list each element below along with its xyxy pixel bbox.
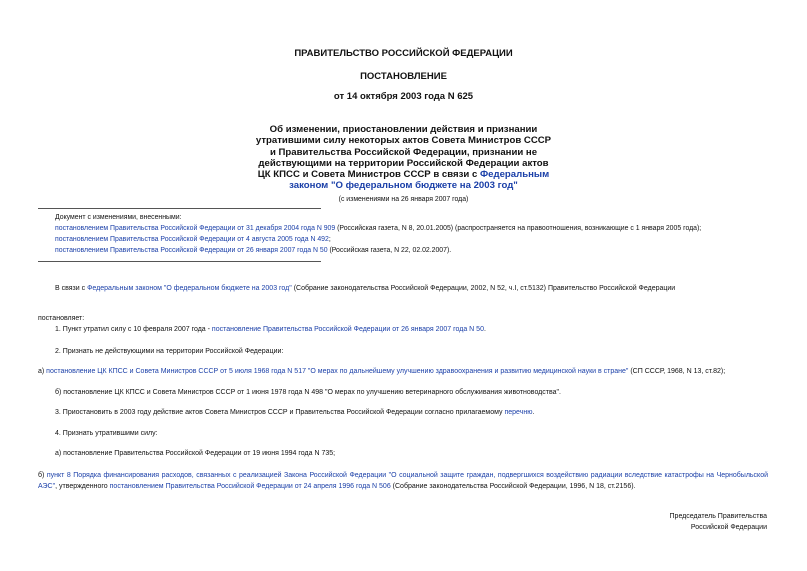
resolution-50-link[interactable]: постановление Правительства Российской Федерации от 26 января 2007 года N 50 <box>211 326 484 333</box>
point-2: 2. Признать не действующими на территории Российской Федерации: <box>55 348 284 355</box>
document-type: ПОСТАНОВЛЕНИЕ <box>360 71 447 82</box>
divider <box>38 261 321 262</box>
amendment-item <box>55 224 701 233</box>
amendment-link[interactable]: постановлением Правительства Российской Федерации от 31 декабря 2004 года N 909 <box>55 225 336 232</box>
amendment-text: (Российская газета, N 22, 02.02.2007). <box>327 247 452 254</box>
federal-law-title-link[interactable]: Федеральным <box>479 169 550 181</box>
point-2b: б) постановление ЦК КПСС и Совета Министров СССР от 1 июня 1978 года N 498 "О мерах по улучшению ветеринарного обслуживания животноводства". <box>55 389 561 396</box>
funding-procedure-link[interactable]: пункт 8 Порядка финансирования расходов, связанных с реализацией Закона Российской Федерации "О социальной защите граждан, подвергшихся воздействию радиации вследствие катастрофы на Чернобыльской АЭС" <box>38 472 768 490</box>
point-text: (СП СССР, 1968, N 13, ст.82); <box>628 368 726 375</box>
amendment-text: (Российская газета, N 8, 20.01.2005) (распространяется на правоотношения, возникающие с 1 января 2005 года); <box>335 225 702 232</box>
revision-note: (с изменениями на 26 января 2007 года) <box>338 196 469 203</box>
title-line: утратившими силу некоторых актов Совета Министров СССР <box>255 135 552 147</box>
resolution-517-link[interactable]: постановление ЦК КПСС и Совета Министров СССР от 5 июля 1968 года N 517 "О мерах по дальнейшему улучшению здравоохранения и развитию медицинской науки в стране" <box>46 368 629 375</box>
title-line: Об изменении, приостановлении действия и признании <box>269 124 538 135</box>
point-text: б) <box>38 472 47 479</box>
point-text: (Собрание законодательства Российской Федерации, 1996, N 18, ст.2156). <box>390 483 636 490</box>
point-text: а) <box>38 368 47 375</box>
point-3 <box>55 409 534 416</box>
government-heading: ПРАВИТЕЛЬСТВО РОССИЙСКОЙ ФЕДЕРАЦИИ <box>294 48 513 59</box>
title-line <box>0 169 807 180</box>
amendment-text: ; <box>328 236 331 243</box>
preamble <box>55 285 675 292</box>
federal-law-link[interactable]: Федеральным законом "О федеральном бюджете на 2003 год" <box>87 285 292 292</box>
title-text: ЦК КПСС и Совета Министров СССР в связи с <box>257 169 480 181</box>
title-line: и Правительства Российской Федерации, признании не <box>269 146 538 158</box>
point-4b <box>38 470 768 492</box>
point-4a: а) постановление Правительства Российской Федерации от 19 июня 1994 года N 735; <box>55 450 336 457</box>
point-text: . <box>532 409 535 416</box>
point-text: . <box>483 326 486 333</box>
title-line <box>0 180 807 191</box>
point-text: 3. Приостановить в 2003 году действие актов Совета Министров СССР и Правительства Российской Федерации согласно прилагаемому <box>55 409 505 416</box>
decides-word: постановляет: <box>38 315 85 322</box>
signature-title: Российской Федерации <box>690 524 767 531</box>
amendment-item <box>55 235 331 244</box>
document-title <box>0 124 807 192</box>
title-line: действующими на территории Российской Федерации актов <box>258 157 549 169</box>
point-2a <box>38 368 725 375</box>
amendment-link[interactable]: постановлением Правительства Российской Федерации от 4 августа 2005 года N 492 <box>55 236 329 243</box>
point-1 <box>55 326 486 333</box>
divider <box>38 208 321 209</box>
amendment-link[interactable]: постановлением Правительства Российской Федерации от 26 января 2007 года N 50 <box>55 247 328 254</box>
amendments-intro: Документ с изменениями, внесенными: <box>55 214 182 221</box>
document-date-number: от 14 октября 2003 года N 625 <box>333 91 474 102</box>
point-text: 1. Пункт утратил силу с 10 февраля 2007 года - <box>55 326 212 333</box>
amendment-item <box>55 246 451 255</box>
signature-title: Председатель Правительства <box>669 513 767 520</box>
preamble-text: (Собрание законодательства Российской Федерации, 2002, N 52, ч.I, ст.5132) Правительство Российской Федерации <box>291 285 676 292</box>
preamble-text: В связи с <box>55 285 88 292</box>
signature-block <box>670 511 767 533</box>
annex-list-link[interactable]: перечню <box>504 409 533 416</box>
point-4: 4. Признать утратившими силу: <box>55 430 158 437</box>
resolution-506-link[interactable]: постановлением Правительства Российской Федерации от 24 апреля 1996 года N 506 <box>109 483 391 490</box>
federal-law-title-link-cont[interactable]: законом "О федеральном бюджете на 2003 год" <box>289 180 518 192</box>
point-text: , утвержденного <box>55 483 110 490</box>
